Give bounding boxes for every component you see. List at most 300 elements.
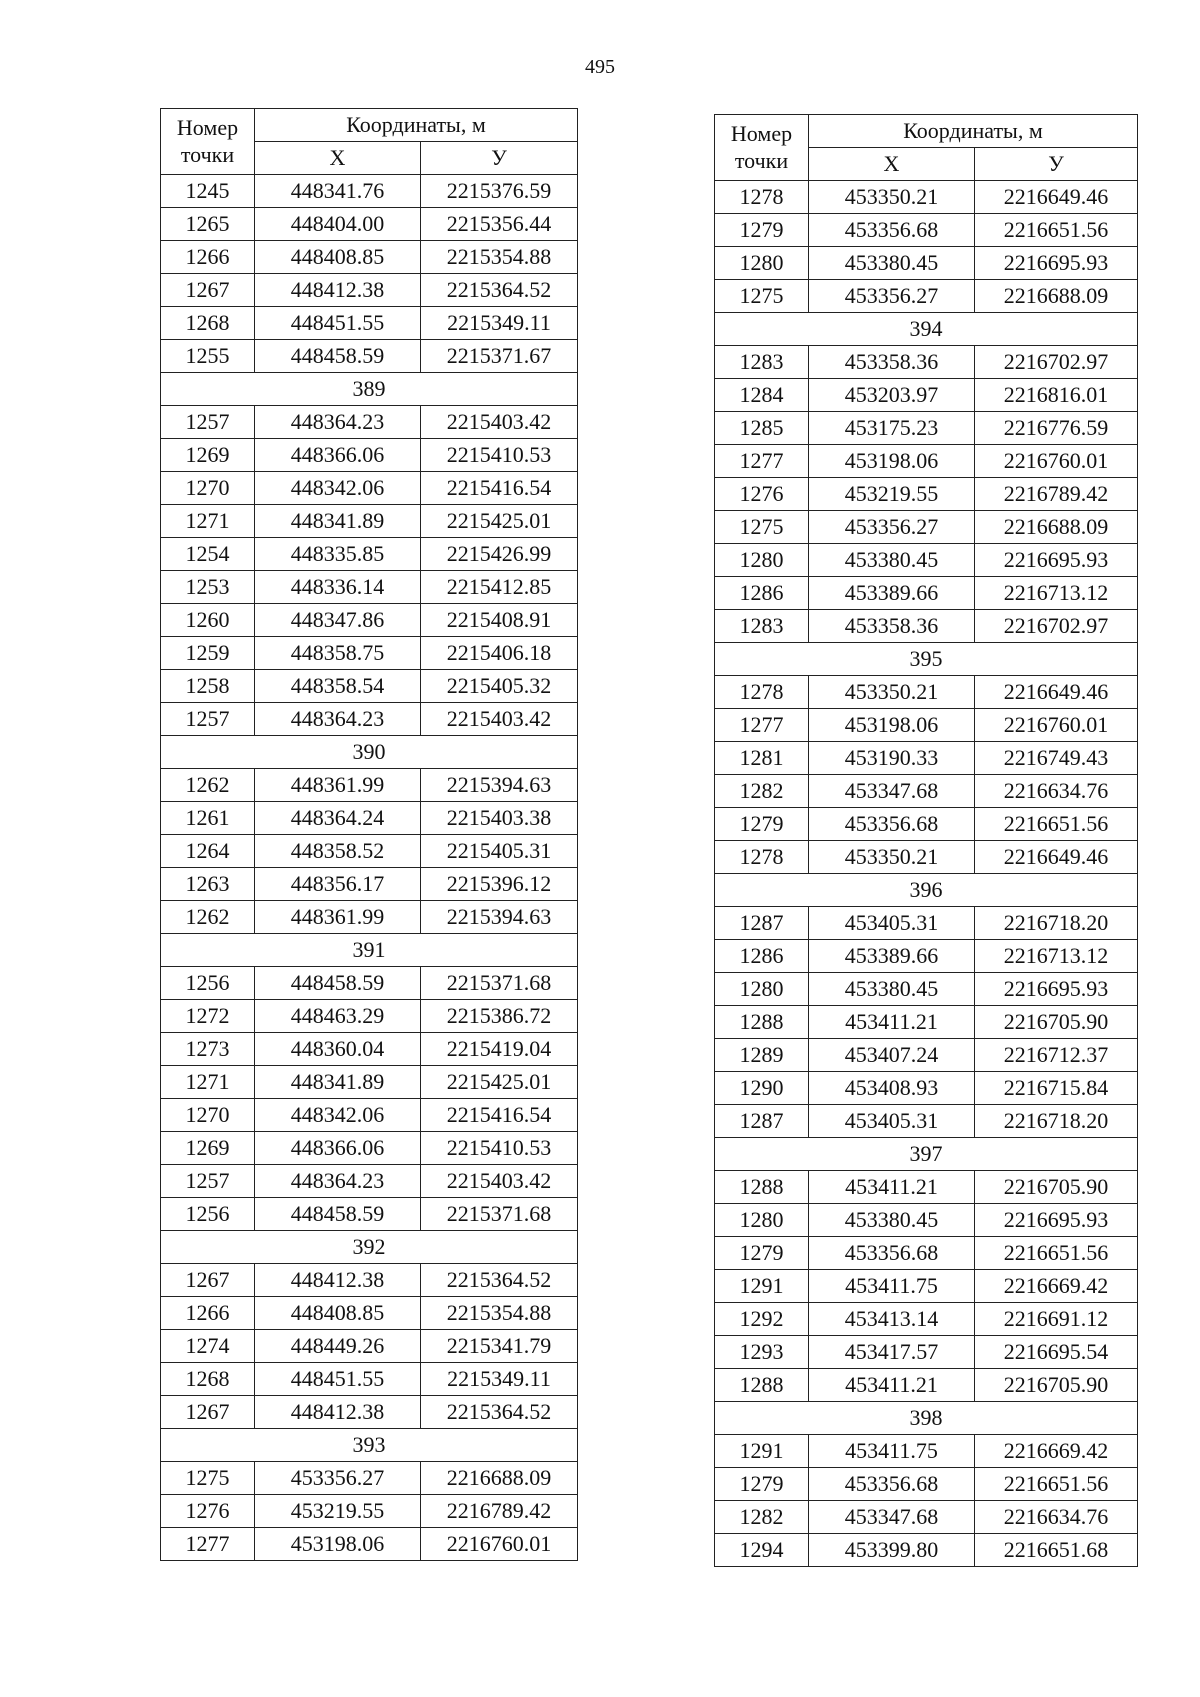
section-number: 395 xyxy=(715,643,1138,676)
table-row xyxy=(161,1495,578,1528)
table-row xyxy=(715,676,1138,709)
x-coordinate-cell: 453389.66 xyxy=(809,577,975,610)
table-row xyxy=(161,1363,578,1396)
x-coordinate-cell: 448366.06 xyxy=(255,1132,421,1165)
x-coordinate-cell: 453356.68 xyxy=(809,808,975,841)
x-coordinate-cell: 448347.86 xyxy=(255,604,421,637)
table-row xyxy=(161,1099,578,1132)
section-number: 397 xyxy=(715,1138,1138,1171)
table-row xyxy=(161,1066,578,1099)
point-number-cell: 1282 xyxy=(715,1501,809,1534)
table-row xyxy=(715,940,1138,973)
table-row xyxy=(161,1000,578,1033)
y-header: У xyxy=(421,142,578,175)
y-coordinate-cell: 2216718.20 xyxy=(975,907,1138,940)
y-coordinate-cell: 2216634.76 xyxy=(975,775,1138,808)
point-number-cell: 1263 xyxy=(161,868,255,901)
y-coordinate-cell: 2215354.88 xyxy=(421,241,578,274)
table-row xyxy=(161,868,578,901)
point-number-cell: 1254 xyxy=(161,538,255,571)
table-row xyxy=(161,604,578,637)
table-row xyxy=(161,1462,578,1495)
y-coordinate-cell: 2215406.18 xyxy=(421,637,578,670)
x-coordinate-cell: 448342.06 xyxy=(255,472,421,505)
y-coordinate-cell: 2215371.67 xyxy=(421,340,578,373)
section-number: 390 xyxy=(161,736,578,769)
section-row xyxy=(161,736,578,769)
y-coordinate-cell: 2215425.01 xyxy=(421,1066,578,1099)
table-row xyxy=(715,1468,1138,1501)
y-coordinate-cell: 2216760.01 xyxy=(421,1528,578,1561)
table-row xyxy=(715,1435,1138,1468)
x-coordinate-cell: 448341.89 xyxy=(255,505,421,538)
x-coordinate-cell: 448451.55 xyxy=(255,1363,421,1396)
y-coordinate-cell: 2215376.59 xyxy=(421,175,578,208)
point-number-cell: 1267 xyxy=(161,1396,255,1429)
coordinates-table-right xyxy=(714,114,1138,1567)
y-coordinate-cell: 2216715.84 xyxy=(975,1072,1138,1105)
y-coordinate-cell: 2215386.72 xyxy=(421,1000,578,1033)
point-number-cell: 1280 xyxy=(715,973,809,1006)
x-coordinate-cell: 448408.85 xyxy=(255,241,421,274)
point-number-cell: 1268 xyxy=(161,1363,255,1396)
table-row xyxy=(715,1534,1138,1567)
table-row xyxy=(161,274,578,307)
x-coordinate-cell: 453411.75 xyxy=(809,1270,975,1303)
x-coordinate-cell: 453219.55 xyxy=(809,478,975,511)
point-number-cell: 1278 xyxy=(715,676,809,709)
header-row xyxy=(161,109,578,142)
point-number-cell: 1279 xyxy=(715,1237,809,1270)
y-coordinate-cell: 2215425.01 xyxy=(421,505,578,538)
point-number-cell: 1283 xyxy=(715,610,809,643)
x-coordinate-cell: 448358.75 xyxy=(255,637,421,670)
table-row xyxy=(715,511,1138,544)
section-row xyxy=(715,874,1138,907)
table-row xyxy=(161,1264,578,1297)
table-row xyxy=(715,1501,1138,1534)
point-number-cell: 1278 xyxy=(715,841,809,874)
y-coordinate-cell: 2215405.32 xyxy=(421,670,578,703)
x-coordinate-cell: 453347.68 xyxy=(809,1501,975,1534)
x-coordinate-cell: 448458.59 xyxy=(255,1198,421,1231)
x-coordinate-cell: 448463.29 xyxy=(255,1000,421,1033)
table-row xyxy=(161,538,578,571)
section-row xyxy=(715,643,1138,676)
table-row xyxy=(161,1033,578,1066)
x-coordinate-cell: 453198.06 xyxy=(255,1528,421,1561)
y-coordinate-cell: 2215405.31 xyxy=(421,835,578,868)
point-number-cell: 1282 xyxy=(715,775,809,808)
table-row xyxy=(161,670,578,703)
point-number-cell: 1293 xyxy=(715,1336,809,1369)
table-row xyxy=(161,208,578,241)
point-number-cell: 1270 xyxy=(161,1099,255,1132)
table-row xyxy=(161,571,578,604)
table-row xyxy=(715,1171,1138,1204)
x-coordinate-cell: 453405.31 xyxy=(809,1105,975,1138)
point-number-cell: 1257 xyxy=(161,1165,255,1198)
y-coordinate-cell: 2215412.85 xyxy=(421,571,578,604)
point-number-cell: 1255 xyxy=(161,340,255,373)
section-row xyxy=(715,313,1138,346)
point-number-cell: 1276 xyxy=(161,1495,255,1528)
page-number: 495 xyxy=(585,56,615,78)
table-row xyxy=(161,472,578,505)
x-coordinate-cell: 453350.21 xyxy=(809,676,975,709)
table-row xyxy=(715,1105,1138,1138)
point-number-cell: 1245 xyxy=(161,175,255,208)
section-row xyxy=(715,1402,1138,1435)
table-row xyxy=(715,214,1138,247)
table-row xyxy=(715,544,1138,577)
y-coordinate-cell: 2216695.93 xyxy=(975,544,1138,577)
y-coordinate-cell: 2216669.42 xyxy=(975,1435,1138,1468)
table-row xyxy=(161,340,578,373)
point-number-header: Номер точки xyxy=(715,115,809,181)
point-number-cell: 1280 xyxy=(715,1204,809,1237)
table-row xyxy=(715,379,1138,412)
y-coordinate-cell: 2215364.52 xyxy=(421,1396,578,1429)
y-coordinate-cell: 2215416.54 xyxy=(421,1099,578,1132)
x-coordinate-cell: 448341.89 xyxy=(255,1066,421,1099)
x-coordinate-cell: 448356.17 xyxy=(255,868,421,901)
y-coordinate-cell: 2216713.12 xyxy=(975,940,1138,973)
table-row xyxy=(161,1396,578,1429)
y-coordinate-cell: 2215403.42 xyxy=(421,1165,578,1198)
point-number-cell: 1288 xyxy=(715,1369,809,1402)
point-number-cell: 1272 xyxy=(161,1000,255,1033)
table-row xyxy=(715,1336,1138,1369)
table-row xyxy=(715,412,1138,445)
table-row xyxy=(715,181,1138,214)
x-coordinate-cell: 453358.36 xyxy=(809,610,975,643)
x-coordinate-cell: 448458.59 xyxy=(255,967,421,1000)
y-coordinate-cell: 2216702.97 xyxy=(975,346,1138,379)
section-number: 398 xyxy=(715,1402,1138,1435)
point-number-cell: 1284 xyxy=(715,379,809,412)
table-row xyxy=(161,307,578,340)
x-coordinate-cell: 453407.24 xyxy=(809,1039,975,1072)
table-row xyxy=(715,775,1138,808)
section-number: 392 xyxy=(161,1231,578,1264)
table-row xyxy=(161,1330,578,1363)
y-coordinate-cell: 2215371.68 xyxy=(421,1198,578,1231)
point-number-cell: 1266 xyxy=(161,1297,255,1330)
point-number-header: Номер точки xyxy=(161,109,255,175)
point-number-cell: 1274 xyxy=(161,1330,255,1363)
table-row xyxy=(715,346,1138,379)
y-coordinate-cell: 2216651.56 xyxy=(975,1468,1138,1501)
y-coordinate-cell: 2216691.12 xyxy=(975,1303,1138,1336)
point-number-cell: 1257 xyxy=(161,406,255,439)
y-coordinate-cell: 2216688.09 xyxy=(975,280,1138,313)
coordinates-header: Координаты, м xyxy=(255,109,578,142)
point-number-cell: 1275 xyxy=(715,280,809,313)
table-row xyxy=(161,967,578,1000)
point-number-cell: 1291 xyxy=(715,1435,809,1468)
point-number-cell: 1286 xyxy=(715,577,809,610)
x-coordinate-cell: 453358.36 xyxy=(809,346,975,379)
x-coordinate-cell: 453389.66 xyxy=(809,940,975,973)
x-coordinate-cell: 453417.57 xyxy=(809,1336,975,1369)
point-number-cell: 1268 xyxy=(161,307,255,340)
x-coordinate-cell: 448412.38 xyxy=(255,1264,421,1297)
point-number-cell: 1260 xyxy=(161,604,255,637)
y-coordinate-cell: 2216749.43 xyxy=(975,742,1138,775)
table-row xyxy=(161,802,578,835)
y-coordinate-cell: 2215341.79 xyxy=(421,1330,578,1363)
point-number-cell: 1265 xyxy=(161,208,255,241)
y-coordinate-cell: 2216760.01 xyxy=(975,709,1138,742)
table-row xyxy=(161,1198,578,1231)
x-coordinate-cell: 448458.59 xyxy=(255,340,421,373)
y-coordinate-cell: 2215349.11 xyxy=(421,307,578,340)
x-coordinate-cell: 453411.21 xyxy=(809,1006,975,1039)
point-number-cell: 1294 xyxy=(715,1534,809,1567)
x-coordinate-cell: 448335.85 xyxy=(255,538,421,571)
table-row xyxy=(715,808,1138,841)
y-coordinate-cell: 2215349.11 xyxy=(421,1363,578,1396)
table-row xyxy=(715,1006,1138,1039)
coordinates-header: Координаты, м xyxy=(809,115,1138,148)
x-coordinate-cell: 453198.06 xyxy=(809,445,975,478)
y-coordinate-cell: 2216688.09 xyxy=(975,511,1138,544)
section-number: 393 xyxy=(161,1429,578,1462)
y-coordinate-cell: 2216695.93 xyxy=(975,247,1138,280)
y-header: У xyxy=(975,148,1138,181)
y-coordinate-cell: 2216789.42 xyxy=(421,1495,578,1528)
y-coordinate-cell: 2215403.38 xyxy=(421,802,578,835)
point-number-cell: 1287 xyxy=(715,907,809,940)
x-coordinate-cell: 448361.99 xyxy=(255,769,421,802)
x-coordinate-cell: 448408.85 xyxy=(255,1297,421,1330)
table-row xyxy=(161,835,578,868)
x-coordinate-cell: 448358.52 xyxy=(255,835,421,868)
x-coordinate-cell: 453413.14 xyxy=(809,1303,975,1336)
x-coordinate-cell: 448336.14 xyxy=(255,571,421,604)
y-coordinate-cell: 2215408.91 xyxy=(421,604,578,637)
y-coordinate-cell: 2215403.42 xyxy=(421,406,578,439)
y-coordinate-cell: 2215396.12 xyxy=(421,868,578,901)
point-number-cell: 1269 xyxy=(161,1132,255,1165)
point-number-cell: 1285 xyxy=(715,412,809,445)
point-number-cell: 1271 xyxy=(161,1066,255,1099)
table-row xyxy=(715,1039,1138,1072)
point-number-cell: 1276 xyxy=(715,478,809,511)
y-coordinate-cell: 2216702.97 xyxy=(975,610,1138,643)
y-coordinate-cell: 2216705.90 xyxy=(975,1171,1138,1204)
point-number-cell: 1270 xyxy=(161,472,255,505)
table-row xyxy=(161,505,578,538)
point-number-cell: 1275 xyxy=(715,511,809,544)
x-coordinate-cell: 453219.55 xyxy=(255,1495,421,1528)
x-coordinate-cell: 448366.06 xyxy=(255,439,421,472)
x-coordinate-cell: 453203.97 xyxy=(809,379,975,412)
point-number-cell: 1264 xyxy=(161,835,255,868)
y-coordinate-cell: 2216695.93 xyxy=(975,973,1138,1006)
x-coordinate-cell: 448412.38 xyxy=(255,274,421,307)
y-coordinate-cell: 2215371.68 xyxy=(421,967,578,1000)
y-coordinate-cell: 2215410.53 xyxy=(421,439,578,472)
point-number-cell: 1288 xyxy=(715,1006,809,1039)
table-row xyxy=(715,742,1138,775)
point-number-cell: 1277 xyxy=(715,445,809,478)
y-coordinate-cell: 2215394.63 xyxy=(421,901,578,934)
table-row xyxy=(161,241,578,274)
point-number-cell: 1271 xyxy=(161,505,255,538)
point-number-cell: 1257 xyxy=(161,703,255,736)
point-number-cell: 1266 xyxy=(161,241,255,274)
x-coordinate-cell: 448404.00 xyxy=(255,208,421,241)
y-coordinate-cell: 2216816.01 xyxy=(975,379,1138,412)
point-number-cell: 1261 xyxy=(161,802,255,835)
point-number-cell: 1262 xyxy=(161,901,255,934)
table-row xyxy=(715,1072,1138,1105)
y-coordinate-cell: 2216651.56 xyxy=(975,214,1138,247)
header-row xyxy=(715,115,1138,148)
y-coordinate-cell: 2216695.54 xyxy=(975,1336,1138,1369)
y-coordinate-cell: 2216776.59 xyxy=(975,412,1138,445)
section-row xyxy=(161,1429,578,1462)
point-number-cell: 1267 xyxy=(161,1264,255,1297)
y-coordinate-cell: 2216649.46 xyxy=(975,676,1138,709)
x-coordinate-cell: 453411.21 xyxy=(809,1369,975,1402)
x-coordinate-cell: 448360.04 xyxy=(255,1033,421,1066)
x-coordinate-cell: 448364.23 xyxy=(255,406,421,439)
x-coordinate-cell: 448358.54 xyxy=(255,670,421,703)
point-number-cell: 1286 xyxy=(715,940,809,973)
table-body xyxy=(715,115,1138,1567)
table-body xyxy=(161,109,578,1561)
point-number-cell: 1262 xyxy=(161,769,255,802)
x-coordinate-cell: 453411.21 xyxy=(809,1171,975,1204)
x-coordinate-cell: 453380.45 xyxy=(809,247,975,280)
table-row xyxy=(715,907,1138,940)
point-number-cell: 1256 xyxy=(161,967,255,1000)
y-coordinate-cell: 2215354.88 xyxy=(421,1297,578,1330)
table-row xyxy=(161,175,578,208)
y-coordinate-cell: 2216760.01 xyxy=(975,445,1138,478)
x-coordinate-cell: 453356.27 xyxy=(809,280,975,313)
x-coordinate-cell: 453350.21 xyxy=(809,841,975,874)
point-number-cell: 1279 xyxy=(715,214,809,247)
table-row xyxy=(715,841,1138,874)
point-number-cell: 1280 xyxy=(715,247,809,280)
table-row xyxy=(715,247,1138,280)
table-row xyxy=(161,1165,578,1198)
x-coordinate-cell: 453190.33 xyxy=(809,742,975,775)
x-coordinate-cell: 453356.68 xyxy=(809,1237,975,1270)
y-coordinate-cell: 2216688.09 xyxy=(421,1462,578,1495)
section-row xyxy=(161,1231,578,1264)
point-number-cell: 1288 xyxy=(715,1171,809,1204)
y-coordinate-cell: 2216651.56 xyxy=(975,808,1138,841)
point-number-cell: 1281 xyxy=(715,742,809,775)
y-coordinate-cell: 2216789.42 xyxy=(975,478,1138,511)
x-coordinate-cell: 453408.93 xyxy=(809,1072,975,1105)
y-coordinate-cell: 2215364.52 xyxy=(421,274,578,307)
x-coordinate-cell: 448342.06 xyxy=(255,1099,421,1132)
x-header: X xyxy=(809,148,975,181)
y-coordinate-cell: 2216705.90 xyxy=(975,1006,1138,1039)
table-row xyxy=(715,478,1138,511)
table-row xyxy=(161,703,578,736)
x-coordinate-cell: 448449.26 xyxy=(255,1330,421,1363)
y-coordinate-cell: 2216713.12 xyxy=(975,577,1138,610)
table-row xyxy=(161,1297,578,1330)
point-number-cell: 1289 xyxy=(715,1039,809,1072)
x-coordinate-cell: 453356.27 xyxy=(255,1462,421,1495)
x-coordinate-cell: 448364.23 xyxy=(255,703,421,736)
table-row xyxy=(715,610,1138,643)
x-coordinate-cell: 448361.99 xyxy=(255,901,421,934)
table-row xyxy=(715,280,1138,313)
y-coordinate-cell: 2216669.42 xyxy=(975,1270,1138,1303)
y-coordinate-cell: 2215403.42 xyxy=(421,703,578,736)
y-coordinate-cell: 2215419.04 xyxy=(421,1033,578,1066)
table-row xyxy=(161,406,578,439)
section-row xyxy=(715,1138,1138,1171)
x-coordinate-cell: 453380.45 xyxy=(809,1204,975,1237)
y-coordinate-cell: 2215426.99 xyxy=(421,538,578,571)
table-row xyxy=(715,1270,1138,1303)
point-number-cell: 1273 xyxy=(161,1033,255,1066)
point-number-cell: 1275 xyxy=(161,1462,255,1495)
x-coordinate-cell: 453347.68 xyxy=(809,775,975,808)
point-number-cell: 1287 xyxy=(715,1105,809,1138)
table-row xyxy=(161,901,578,934)
table-row xyxy=(715,577,1138,610)
table-row xyxy=(161,1132,578,1165)
x-coordinate-cell: 453399.80 xyxy=(809,1534,975,1567)
point-number-cell: 1277 xyxy=(161,1528,255,1561)
x-header: X xyxy=(255,142,421,175)
y-coordinate-cell: 2215416.54 xyxy=(421,472,578,505)
point-number-cell: 1277 xyxy=(715,709,809,742)
x-coordinate-cell: 453356.27 xyxy=(809,511,975,544)
point-number-cell: 1258 xyxy=(161,670,255,703)
point-number-cell: 1280 xyxy=(715,544,809,577)
y-coordinate-cell: 2216695.93 xyxy=(975,1204,1138,1237)
table-row xyxy=(161,439,578,472)
table-row xyxy=(715,1204,1138,1237)
section-number: 389 xyxy=(161,373,578,406)
coordinates-table-left xyxy=(160,108,578,1561)
table-row xyxy=(715,1237,1138,1270)
x-coordinate-cell: 448364.24 xyxy=(255,802,421,835)
x-coordinate-cell: 448451.55 xyxy=(255,307,421,340)
table-row xyxy=(715,1369,1138,1402)
section-row xyxy=(161,373,578,406)
y-coordinate-cell: 2215410.53 xyxy=(421,1132,578,1165)
section-row xyxy=(161,934,578,967)
x-coordinate-cell: 453411.75 xyxy=(809,1435,975,1468)
point-number-cell: 1256 xyxy=(161,1198,255,1231)
x-coordinate-cell: 453356.68 xyxy=(809,1468,975,1501)
point-number-cell: 1267 xyxy=(161,274,255,307)
point-number-cell: 1279 xyxy=(715,1468,809,1501)
point-number-cell: 1253 xyxy=(161,571,255,604)
point-number-cell: 1291 xyxy=(715,1270,809,1303)
x-coordinate-cell: 453198.06 xyxy=(809,709,975,742)
point-number-cell: 1292 xyxy=(715,1303,809,1336)
table-row xyxy=(161,637,578,670)
section-number: 391 xyxy=(161,934,578,967)
y-coordinate-cell: 2216651.56 xyxy=(975,1237,1138,1270)
y-coordinate-cell: 2216634.76 xyxy=(975,1501,1138,1534)
point-number-cell: 1259 xyxy=(161,637,255,670)
